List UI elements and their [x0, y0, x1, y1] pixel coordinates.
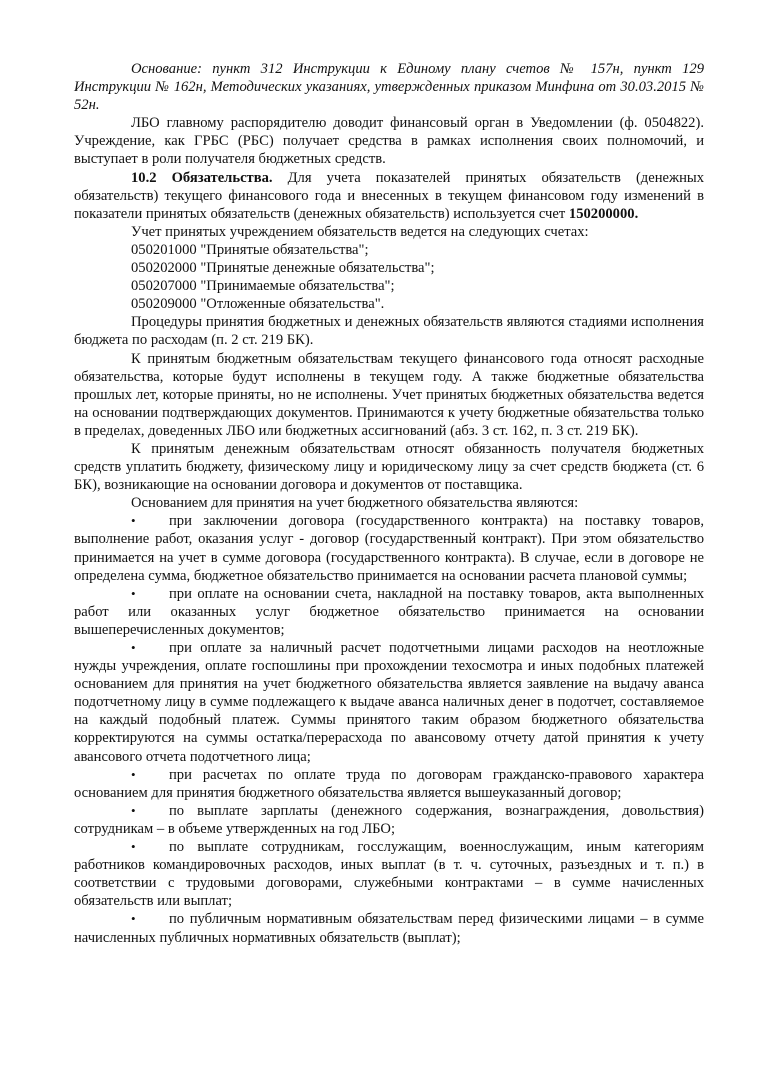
accounts-intro: Учет принятых учреждением обязательств ведется на следующих счетах: — [131, 223, 589, 240]
bullet-text: при оплате на основании счета, накладной на поставку товаров, акта выполненных работ или оказанных услуг бюджетное обязательство принимается на основании вышеперечисленных документов; — [74, 585, 704, 638]
document-page — [74, 60, 704, 947]
bullet-list-item — [74, 512, 704, 584]
section-account: 150200000. — [568, 205, 639, 222]
bullet-icon: • — [131, 766, 136, 782]
bullet-text: по выплате сотрудникам, госслужащим, военнослужащим, иным категориям работников командировочных расходов, иных выплат (в т. ч. суточных, разъездных и т. п.) в соответствии с трудовыми договорами, служебными контрактами – в сумме начисленных обязательств или выплат; — [74, 839, 704, 910]
bullet-text: по выплате зарплаты (денежного содержания, вознаграждения, довольствия) сотрудникам – в объеме утвержденных на год ЛБО; — [74, 802, 704, 837]
budget-obligations-paragraph: К принятым бюджетным обязательствам текущего финансового года относят расходные обязательства, которые будут исполнены в текущем году. А также бюджетные обязательства прошлых лет, которые приняты, но не исполнены. Учет принятых бюджетных обязательства ведется на основании подтверждающих документов. Принимаются к учету бюджетные обязательства только в пределах, доведенных ЛБО или бюджетных ассигнований (абз. 3 ст. 162, п. 3 ст. 219 БК). — [74, 350, 704, 439]
bullet-list-item — [74, 802, 704, 838]
bullet-list-item — [74, 585, 704, 639]
bullet-icon: • — [131, 802, 136, 818]
bullet-text: при оплате за наличный расчет подотчетными лицами расходов на неотложные нужды учреждения, оплате госпошлины при прохождении техосмотра и иных подобных платежей основанием для принятия на учет бюджетного обязательства является заявление на выдачу аванса подотчетному лицу в сумме подлежащего к выдаче аванса наличных денег в подотчет, составляемое на каждый подобный платеж. Суммы принятого таким образом бюджетного обязательства корректируются на суммы остатка/перерасхода по авансовому отчету датой принятия к учету авансового отчета подотчетного лица; — [74, 640, 704, 765]
bullet-text: при заключении договора (государственного контракта) на поставку товаров, выполнение работ, оказания услуг - договор (государственный контракт). При этом обязательство принимается на учет в сумме договора (государственного контракта). В случае, если в договоре не определена сумма, бюджетное обязательство принимается на основании расчета плановой суммы; — [74, 513, 704, 584]
lbo-paragraph: ЛБО главному распорядителю доводит финансовый орган в Уведомлении (ф. 0504822). Учреждение, как ГРБС (РБС) получает средства в рамках исполнения своих полномочий, и выступает в роли получателя бюджетных средств. — [74, 115, 704, 168]
bullet-list-item — [74, 838, 704, 910]
bullet-list-item — [74, 910, 704, 946]
bullet-icon: • — [131, 911, 136, 927]
bullet-text: при расчетах по оплате труда по договорам гражданско-правового характера основанием для принятия бюджетного обязательства является вышеуказанный договор; — [74, 766, 704, 801]
account-item: 050202000 "Принятые денежные обязательства"; — [131, 260, 435, 277]
bullet-icon: • — [131, 585, 136, 601]
procedures-paragraph: Процедуры принятия бюджетных и денежных обязательств являются стадиями исполнения бюджета по расходам (п. 2 ст. 219 БК). — [74, 314, 704, 349]
section-paragraph — [74, 169, 704, 223]
bullet-list-item — [74, 766, 704, 802]
monetary-obligations-paragraph: К принятым денежным обязательствам относят обязанность получателя бюджетных средств уплатить бюджету, физическому лицу и юридическому лицу за счет средств бюджета (ст. 6 БК), возникающие на основании договора и документов от поставщика. — [74, 440, 704, 494]
bullet-list-item — [74, 639, 704, 766]
basis-list-intro: Основанием для принятия на учет бюджетного обязательства являются: — [131, 495, 579, 512]
account-item: 050207000 "Принимаемые обязательства"; — [131, 278, 395, 295]
bullet-text: по публичным нормативным обязательствам перед физическими лицами – в сумме начисленных публичных нормативных обязательств (выплат); — [74, 911, 704, 946]
bullet-icon: • — [131, 513, 136, 529]
account-item: 050209000 "Отложенные обязательства". — [131, 296, 385, 313]
account-item: 050201000 "Принятые обязательства"; — [131, 241, 369, 258]
section-title: 10.2 Обязательства. — [131, 169, 273, 186]
section-text: Для учета показателей принятых обязательств (денежных обязательств) текущего финансового года и внесенных в текущем финансовом году изменений в показатели принятых обязательств (денежных обязательств) используется счет — [74, 169, 704, 222]
basis-note: Основание: пункт 312 Инструкции к Единому плану счетов № 157н, пункт 129 Инструкции № 162н, Методических указаниях, утвержденных приказом Минфина от 30.03.2015 № 52н. — [74, 61, 704, 114]
bullet-icon: • — [131, 640, 136, 655]
bullet-icon: • — [131, 839, 136, 855]
